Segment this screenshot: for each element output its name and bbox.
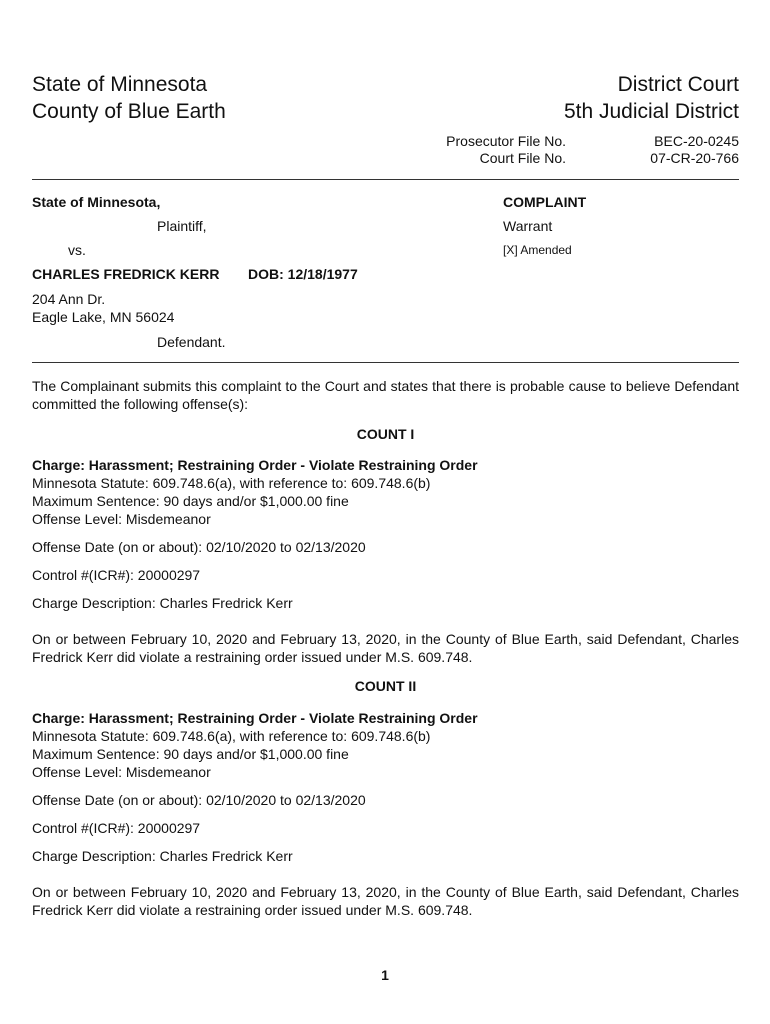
count-offense-date: Offense Date (on or about): 02/10/2020 to 02/13/2020 (32, 792, 366, 808)
count-charge: Charge: Harassment; Restraining Order - Violate Restraining Order (32, 710, 478, 726)
court-file-value: 07-CR-20-766 (650, 150, 739, 166)
address-line-1: 204 Ann Dr. (32, 291, 106, 307)
address-line-2: Eagle Lake, MN 56024 (32, 309, 175, 325)
count-statute: Minnesota Statute: 609.748.6(a), with reference to: 609.748.6(b) (32, 475, 431, 491)
prosecutor-file-value: BEC-20-0245 (654, 133, 739, 149)
count-statute: Minnesota Statute: 609.748.6(a), with reference to: 609.748.6(b) (32, 728, 431, 744)
county-title: County of Blue Earth (32, 100, 226, 123)
count-level: Offense Level: Misdemeanor (32, 764, 211, 780)
state-title: State of Minnesota (32, 73, 208, 96)
count-narrative: On or between February 10, 2020 and February 13, 2020, in the County of Blue Earth, said Defendant, Charles Fredrick Kerr did violate a restraining order issued under M.S. 609.748. (32, 631, 739, 665)
versus-label: vs. (68, 242, 86, 258)
court-file-label: Court File No. (479, 150, 566, 166)
count-heading: COUNT I (356, 426, 415, 442)
plaintiff-name: State of Minnesota, (32, 194, 161, 210)
defendant-label: Defendant. (157, 334, 226, 350)
count-description: Charge Description: Charles Fredrick Kerr (32, 848, 293, 864)
defendant-dob: DOB: 12/18/1977 (248, 266, 358, 282)
count-offense-date: Offense Date (on or about): 02/10/2020 to 02/13/2020 (32, 539, 366, 555)
count-description: Charge Description: Charles Fredrick Kerr (32, 595, 293, 611)
caption-divider (32, 362, 739, 363)
count-level: Offense Level: Misdemeanor (32, 511, 211, 527)
district-title: 5th Judicial District (563, 100, 739, 123)
count-sentence: Maximum Sentence: 90 days and/or $1,000.00 fine (32, 493, 349, 509)
intro-paragraph: The Complainant submits this complaint to the Court and states that there is probable cause to believe Defendant committed the following offense(s): (32, 378, 739, 412)
prosecutor-file-label: Prosecutor File No. (446, 133, 566, 149)
page-number: 1 (381, 967, 389, 983)
count-control-number: Control #(ICR#): 20000297 (32, 567, 201, 583)
header-divider (32, 179, 739, 180)
court-title: District Court (617, 73, 739, 96)
amended-checkbox-label: [X] Amended (503, 243, 572, 257)
count-heading: COUNT II (354, 678, 417, 694)
count-charge: Charge: Harassment; Restraining Order - Violate Restraining Order (32, 457, 478, 473)
warrant-label: Warrant (503, 218, 553, 234)
plaintiff-label: Plaintiff, (157, 218, 207, 234)
defendant-name: CHARLES FREDRICK KERR (32, 266, 220, 282)
count-control-number: Control #(ICR#): 20000297 (32, 820, 201, 836)
count-narrative: On or between February 10, 2020 and February 13, 2020, in the County of Blue Earth, said Defendant, Charles Fredrick Kerr did violate a restraining order issued under M.S. 609.748. (32, 884, 739, 918)
document-type: COMPLAINT (503, 194, 587, 210)
count-sentence: Maximum Sentence: 90 days and/or $1,000.00 fine (32, 746, 349, 762)
